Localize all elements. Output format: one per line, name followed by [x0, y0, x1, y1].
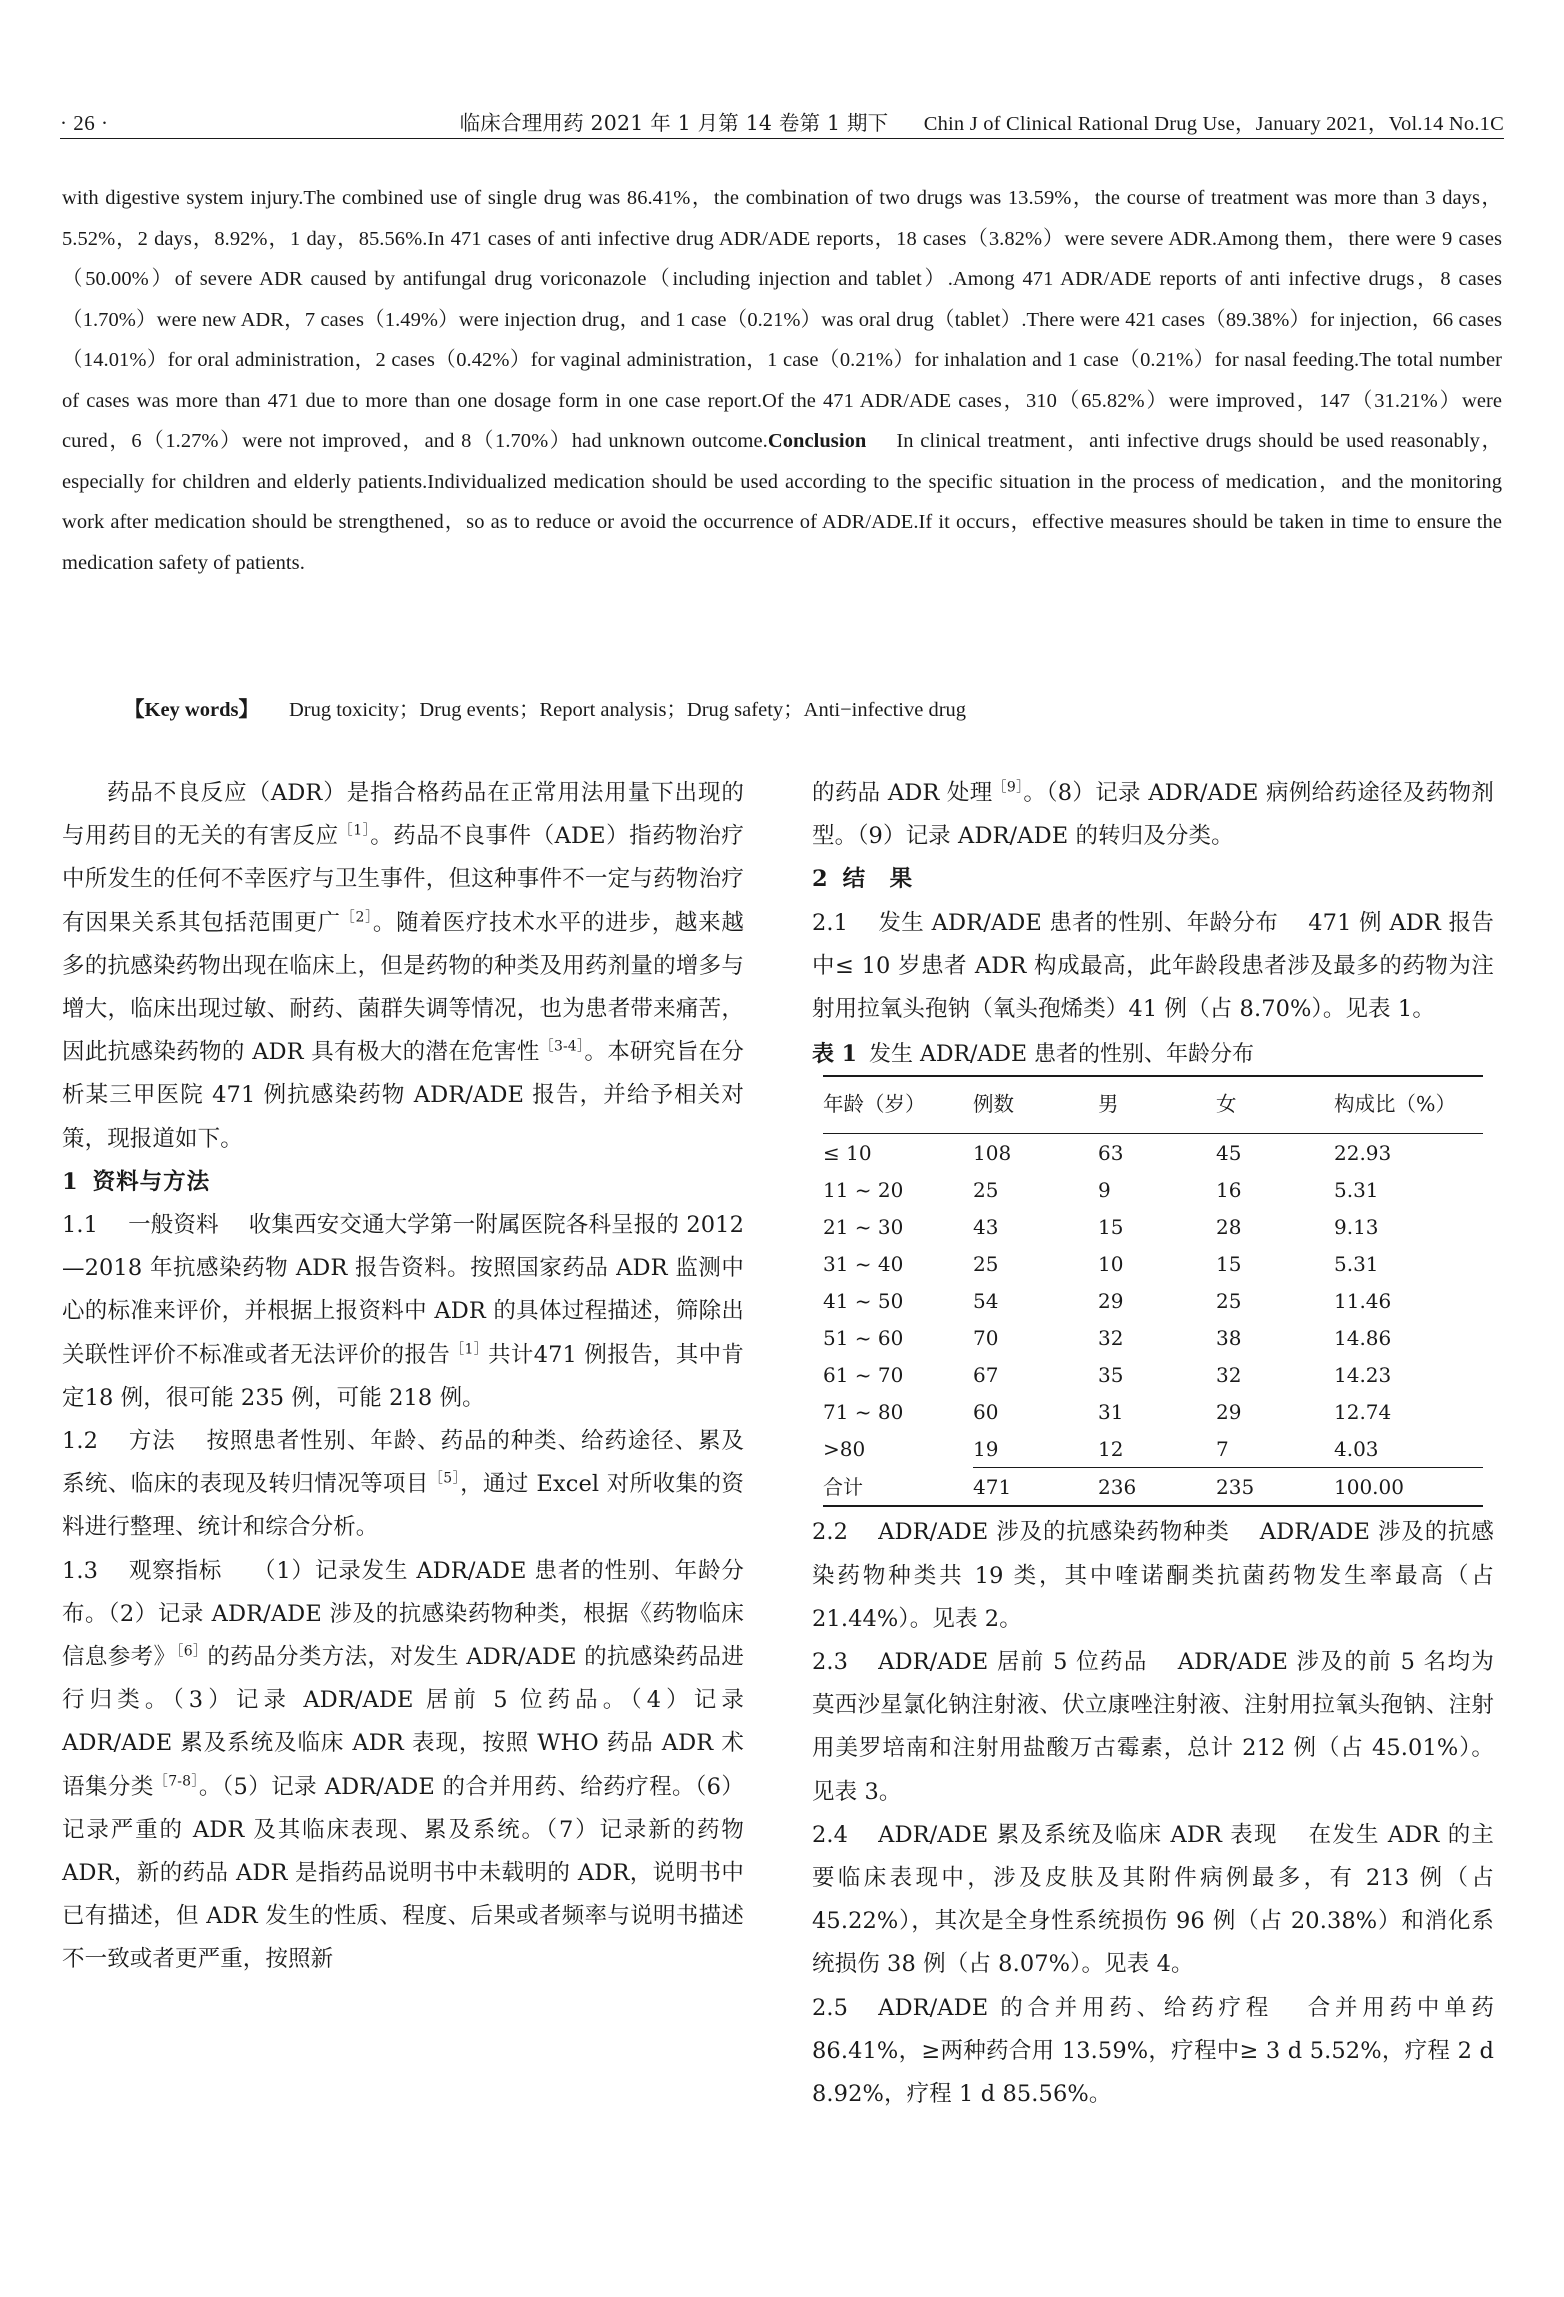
cell-age: 31 ~ 40 — [823, 1251, 904, 1276]
cell-female: 28 — [1216, 1214, 1242, 1239]
cell-male: 29 — [1098, 1288, 1124, 1313]
page-folio: · 26 · — [60, 111, 109, 135]
cell-total-female: 235 — [1216, 1468, 1334, 1507]
cell-cases: 25 — [973, 1251, 999, 1276]
abstract-conclusion-label: Conclusion — [767, 430, 867, 452]
cell-percent: 5.31 — [1334, 1251, 1379, 1276]
section-1-3-continuation — [812, 772, 1494, 858]
heading-section-2-number: 2 — [812, 866, 829, 893]
section-1-2-body-a: 按照患者性别、年龄、药品的种类、给药途径、累及系统、临床的表现及转归情况等项目 — [62, 1428, 744, 1498]
table-row — [823, 1430, 1483, 1468]
cell-percent: 14.23 — [1334, 1362, 1392, 1387]
table-1-number: 表 1 — [812, 1041, 857, 1068]
cell-cases: 67 — [973, 1362, 999, 1387]
section-2-5-title: ADR/ADE 的合并用药、给药疗程 — [878, 1994, 1274, 2021]
cell-total-male: 236 — [1098, 1468, 1216, 1507]
intro-text-a: 药品不良反应（ADR）是指合格药品在正常用法用量下出现的与用药目的无关的有害反应 — [62, 780, 744, 850]
section-2-5-number: 2.5 — [812, 1994, 849, 2021]
section-2-4-number: 2.4 — [812, 1821, 849, 1848]
section-2-2-title: ADR/ADE 涉及的抗感染药物种类 — [878, 1519, 1230, 1546]
cell-female: 38 — [1216, 1325, 1242, 1350]
intro-ref-1: ［1］ — [338, 822, 371, 839]
intro-paragraph — [62, 772, 744, 1161]
abstract-conclusion-text: In clinical treatment，anti infective drugs should be used reasonably，especially for children and elderly patients.Individualized medication should be used according to the specific situation in the process of medication，and the monitoring work after medication should be strengthened，so as to reduce or avoid the occurrence of ADR/ADE.If it occurs，effective measures should be taken in time to ensure the medication safety of patients. — [62, 430, 1502, 574]
table-row — [823, 1319, 1483, 1356]
section-1-3-number: 1.3 — [62, 1557, 99, 1584]
cell-cases: 60 — [973, 1399, 999, 1424]
english-abstract — [62, 178, 1502, 583]
cell-percent: 9.13 — [1334, 1214, 1379, 1239]
cell-age: 41 ~ 50 — [823, 1288, 904, 1313]
table-col-header-age: 年龄（岁） — [823, 1076, 973, 1134]
section-1-3-body-a: （1）记录发生 ADR/ADE 患者的性别、年龄分布。（2）记录 ADR/ADE 涉及的抗感染药物种类，根据《药物临床信息参考》 — [62, 1557, 744, 1671]
cell-female: 29 — [1216, 1399, 1242, 1424]
table-row — [823, 1245, 1483, 1282]
table-1-wrapper — [812, 1036, 1494, 1507]
cell-cases: 108 — [973, 1140, 1012, 1165]
cell-percent: 4.03 — [1334, 1436, 1379, 1461]
section-1-3-ref-2: ［7-8］ — [153, 1773, 199, 1790]
section-1-2-body-b: ，通过 Excel 对所收集的资料进行整理、统计和综合分析。 — [62, 1471, 744, 1541]
cell-age: 51 ~ 60 — [823, 1325, 904, 1350]
running-head-title — [460, 106, 1504, 138]
cell-total-percent: 100.00 — [1334, 1468, 1483, 1507]
section-2-4-title: ADR/ADE 累及系统及临床 ADR 表现 — [878, 1821, 1278, 1848]
section-2-1-paragraph — [812, 902, 1494, 1032]
cell-female: 45 — [1216, 1140, 1242, 1165]
body-right-column — [812, 772, 1494, 2116]
cell-age: 11 ~ 20 — [823, 1177, 904, 1202]
table-1-head — [823, 1076, 1483, 1134]
table-1 — [823, 1075, 1483, 1507]
heading-section-1-number: 1 — [62, 1168, 79, 1195]
section-2-3-paragraph — [812, 1641, 1494, 1814]
intro-text-b: 。药品不良事件（ADE）指药物治疗中所发生的任何不幸医疗与卫生事件，但这种事件不一定与药物治疗有因果关系其包括范围更广 — [62, 823, 744, 936]
table-col-header-percent: 构成比（%） — [1334, 1076, 1483, 1134]
section-1-2-paragraph — [62, 1420, 744, 1550]
table-row — [823, 1282, 1483, 1319]
section-1-1-body-b: 共计471 例报告，其中肯定18 例，很可能 235 例，可能 218 例。 — [62, 1341, 744, 1411]
cell-male: 32 — [1098, 1325, 1124, 1350]
section-2-1-title: 发生 ADR/ADE 患者的性别、年龄分布 — [878, 909, 1279, 936]
intro-ref-2: ［2］ — [340, 909, 373, 926]
table-row — [823, 1134, 1483, 1172]
cell-male: 31 — [1098, 1399, 1124, 1424]
table-1-body — [823, 1134, 1483, 1507]
body-left-column — [62, 772, 744, 1982]
running-head-title-cn: 临床合理用药 2021 年 1 月第 14 卷第 1 期下 — [459, 111, 889, 135]
cell-male: 15 — [1098, 1214, 1124, 1239]
section-1-3-title: 观察指标 — [128, 1557, 223, 1584]
running-head-rule — [60, 138, 1504, 139]
cell-male: 12 — [1098, 1436, 1124, 1461]
cell-cases: 25 — [973, 1177, 999, 1202]
table-1-caption-text: 发生 ADR/ADE 患者的性别、年龄分布 — [868, 1042, 1255, 1068]
section-2-4-body: 在发生 ADR 的主要临床表现中，涉及皮肤及其附件病例最多，有 213 例（占 45.22%），其次是全身性系统损伤 96 例（占 20.38%）和消化系统损伤 38 例（占 8.07%）。见表 4。 — [812, 1821, 1494, 1978]
section-1-3-body-b: 的药品分类方法，对发生 ADR/ADE 的抗感染药品进行归类。（3）记录 ADR/ADE 居前 5 位药品。（4）记录 ADR/ADE 累及系统及临床 ADR 表现，按照 WHO 药品 ADR 术语集分类 — [62, 1644, 744, 1800]
section-2-2-body: ADR/ADE 涉及的抗感染药物种类共 19 类，其中喹诺酮类抗菌药物发生率最高（占 21.44%）。见表 2。 — [812, 1519, 1494, 1632]
cell-male: 9 — [1098, 1177, 1111, 1202]
table-col-header-male: 男 — [1098, 1076, 1216, 1134]
keywords-text: Drug toxicity；Drug events；Report analysis；Drug safety；Anti−infective drug — [288, 699, 967, 721]
section-1-2-number: 1.2 — [62, 1428, 99, 1455]
heading-section-1-title: 资料与方法 — [92, 1168, 211, 1195]
section-2-5-body: 合并用药中单药 86.41%，≥两种药合用 13.59%，疗程中≥ 3 d 5.52%，疗程 2 d 8.92%，疗程 1 d 85.56%。 — [812, 1994, 1494, 2108]
cell-female: 7 — [1216, 1436, 1229, 1461]
cell-cases: 54 — [973, 1288, 999, 1313]
heading-section-2 — [812, 858, 1494, 901]
cell-age: >80 — [823, 1437, 866, 1462]
cell-percent: 5.31 — [1334, 1177, 1379, 1202]
section-2-3-body: ADR/ADE 涉及的前 5 名均为莫西沙星氯化钠注射液、伏立康唑注射液、注射用拉氧头孢钠、注射用美罗培南和注射用盐酸万古霉素，总计 212 例（占 45.01%）。见表 3。 — [812, 1649, 1494, 1805]
table-row — [823, 1208, 1483, 1245]
table-col-header-cases: 例数 — [973, 1076, 1098, 1134]
section-1-2-title: 方法 — [128, 1428, 176, 1455]
table-header-row — [823, 1076, 1483, 1134]
section-1-3-body-c: 。（5）记录 ADR/ADE 的合并用药、给药疗程。（6）记录严重的 ADR 及其临床表现、累及系统。（7）记录新的药物 ADR，新的药品 ADR 是指药品说明书中未载明的 ADR，说明书中已有描述，但 ADR 发生的性质、程度、后果或者频率与说明书描述不一致或者更严重，按照新 — [62, 1773, 745, 1973]
cell-male: 10 — [1098, 1251, 1124, 1276]
cell-age: 61 ~ 70 — [823, 1362, 904, 1387]
continuation-text-a: 的药品 ADR 处理 — [812, 780, 993, 806]
continuation-ref: ［9］ — [992, 779, 1024, 796]
table-row — [823, 1356, 1483, 1393]
cell-percent: 22.93 — [1334, 1140, 1392, 1165]
cell-age: ≤ 10 — [823, 1140, 872, 1165]
section-2-1-body: 471 例 ADR 报告中≤ 10 岁患者 ADR 构成最高，此年龄段患者涉及最多的药物为注射用拉氧头孢钠（氧头孢烯类）41 例（占 8.70%）。见表 1。 — [812, 909, 1494, 1023]
section-1-1-number: 1.1 — [62, 1212, 99, 1239]
heading-section-2-title: 结 果 — [842, 866, 914, 893]
intro-ref-3: ［3-4］ — [539, 1038, 585, 1055]
cell-female: 25 — [1216, 1288, 1242, 1313]
heading-section-1 — [62, 1161, 744, 1204]
section-1-3-ref-1: ［6］ — [176, 1643, 208, 1660]
continuation-text-b: 。（8）记录 ADR/ADE 病例给药途径及药物剂型。（9）记录 ADR/ADE 的转归及分类。 — [812, 780, 1494, 850]
section-2-5-paragraph — [812, 1987, 1494, 2117]
cell-percent: 11.46 — [1334, 1288, 1392, 1313]
cell-percent: 14.86 — [1334, 1325, 1392, 1350]
section-2-2-paragraph — [812, 1511, 1494, 1641]
section-2-3-title: ADR/ADE 居前 5 位药品 — [878, 1649, 1148, 1676]
cell-cases: 19 — [973, 1436, 999, 1461]
cell-female: 16 — [1216, 1177, 1242, 1202]
abstract-paragraph — [62, 178, 1502, 583]
cell-cases: 43 — [973, 1214, 999, 1239]
section-1-2-ref: ［5］ — [428, 1470, 461, 1487]
section-2-3-number: 2.3 — [812, 1649, 849, 1676]
running-head — [60, 96, 1504, 138]
abstract-body-text: with digestive system injury.The combined use of single drug was 86.41%，the combination of two drugs was 13.59%，the course of treatment was more than 3 days，5.52%，2 days，8.92%，1 day，85.56%.In 471 cases of anti infective drug ADR/ADE reports，18 cases（3.82%）were severe ADR.Among them，there were 9 cases（50.00%）of severe ADR caused by antifungal drug voriconazole（including injection and tablet）.Among 471 ADR/ADE reports of anti infective drugs，8 cases（1.70%）were new ADR，7 cases（1.49%）were injection drug，and 1 case（0.21%）was oral drug（tablet）.There were 421 cases（89.38%）for injection，66 cases（14.01%）for oral administration，2 cases（0.42%）for vaginal administration，1 case（0.21%）for inhalation and 1 case（0.21%）for nasal feeding.The total number of cases was more than 471 due to more than one dosage form in one case report.Of the 471 ADR/ADE cases，310（65.82%）were improved，147（31.21%）were cured，6（1.27%）were not improved，and 8（1.70%）had unknown outcome. — [62, 187, 1502, 452]
cell-percent: 12.74 — [1334, 1399, 1392, 1424]
keywords-label: 【Key words】 — [124, 699, 259, 721]
cell-cases: 70 — [973, 1325, 999, 1350]
cell-female: 15 — [1216, 1251, 1242, 1276]
cell-total-cases: 471 — [973, 1468, 1098, 1507]
cell-age: 21 ~ 30 — [823, 1214, 904, 1239]
section-2-2-number: 2.2 — [812, 1519, 849, 1546]
table-total-row — [823, 1468, 1483, 1507]
cell-total-label: 合计 — [823, 1468, 973, 1507]
section-2-1-number: 2.1 — [812, 909, 849, 936]
keywords-line — [62, 690, 1502, 730]
section-1-1-ref: ［1］ — [450, 1341, 489, 1358]
cell-female: 32 — [1216, 1362, 1242, 1387]
table-row — [823, 1171, 1483, 1208]
intro-text-c: 。随着医疗技术水平的进步，越来越多的抗感染药物出现在临床上，但是药物的种类及用药剂量的增多与增大，临床出现过敏、耐药、菌群失调等情况，也为患者带来痛苦，因此抗感染药物的 ADR 具有极大的潜在危害性 — [62, 909, 744, 1066]
section-1-1-body-a: 收集西安交通大学第一附属医院各科呈报的 2012—2018 年抗感染药物 ADR 报告资料。按照国家药品 ADR 监测中心的标准来评价，并根据上报资料中 ADR 的具体过程描述，筛除出关联性评价不标准或者无法评价的报告 — [62, 1212, 744, 1368]
section-1-3-paragraph — [62, 1550, 744, 1982]
table-col-header-female: 女 — [1216, 1076, 1334, 1134]
table-row — [823, 1393, 1483, 1430]
section-1-1-paragraph — [62, 1204, 744, 1420]
cell-male: 35 — [1098, 1362, 1124, 1387]
intro-text-d: 。本研究旨在分析某三甲医院 471 例抗感染药物 ADR/ADE 报告，并给予相关对策，现报道如下。 — [62, 1039, 745, 1152]
section-2-4-paragraph — [812, 1814, 1494, 1987]
table-1-caption — [812, 1036, 1494, 1073]
cell-male: 63 — [1098, 1140, 1124, 1165]
cell-age: 71 ~ 80 — [823, 1399, 904, 1424]
running-head-title-en: Chin J of Clinical Rational Drug Use，January 2021，Vol.14 No.1C — [923, 113, 1504, 135]
section-1-1-title: 一般资料 — [128, 1212, 219, 1239]
